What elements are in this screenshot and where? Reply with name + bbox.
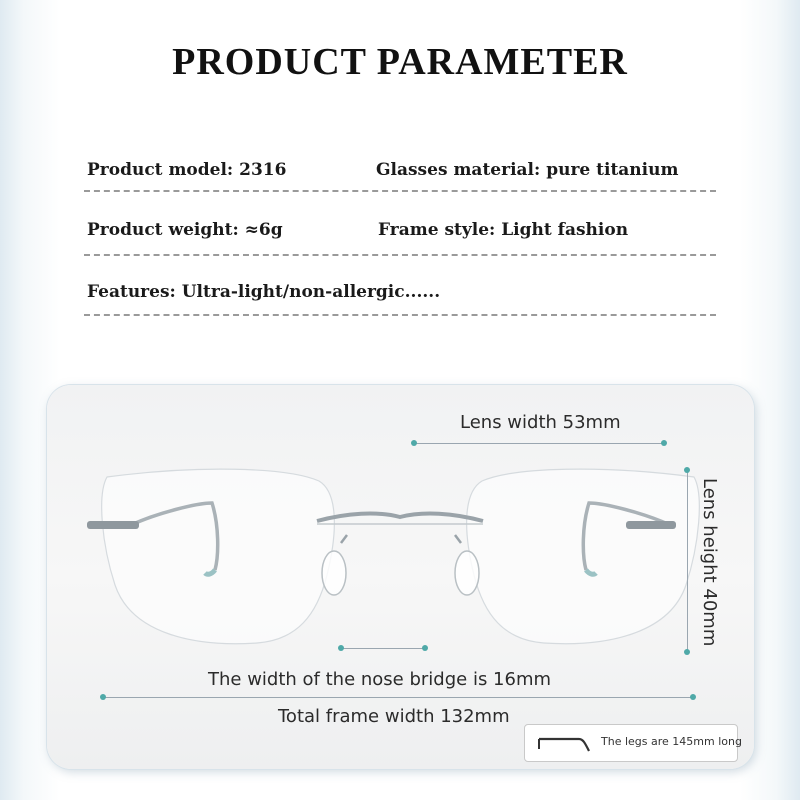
nose-bridge-label: The width of the nose bridge is 16mm: [208, 669, 552, 690]
param-weight: Product weight: ≈6g: [87, 220, 283, 240]
legs-length-label: The legs are 145mm long: [601, 735, 742, 748]
nose-pad-right: [455, 551, 479, 595]
lens-width-label: Lens width 53mm: [460, 412, 621, 433]
page-title: PRODUCT PARAMETER: [172, 41, 628, 83]
divider: [84, 254, 716, 256]
dim-dot: [690, 694, 696, 700]
dim-dot: [684, 467, 690, 473]
nose-bridge-line: [341, 648, 425, 649]
total-width-label: Total frame width 132mm: [278, 706, 510, 727]
param-features: Features: Ultra-light/non-allergic......: [87, 282, 441, 302]
dim-dot: [422, 645, 428, 651]
lens-height-label: Lens height 40mm: [699, 478, 720, 647]
nose-pad-left: [322, 551, 346, 595]
nose-bridge: [317, 514, 483, 521]
divider: [84, 314, 716, 316]
lens-width-line: [414, 443, 664, 444]
legs-info-box: [524, 724, 742, 762]
temple-length-icon: [535, 729, 595, 757]
dim-dot: [411, 440, 417, 446]
dim-dot: [100, 694, 106, 700]
lens-height-line: [687, 470, 688, 652]
param-model: Product model: 2316: [87, 160, 287, 180]
dim-dot: [684, 649, 690, 655]
divider: [84, 190, 716, 192]
total-width-line: [103, 697, 693, 698]
param-style: Frame style: Light fashion: [378, 220, 629, 240]
dim-dot: [338, 645, 344, 651]
dim-dot: [661, 440, 667, 446]
param-material: Glasses material: pure titanium: [376, 160, 679, 180]
